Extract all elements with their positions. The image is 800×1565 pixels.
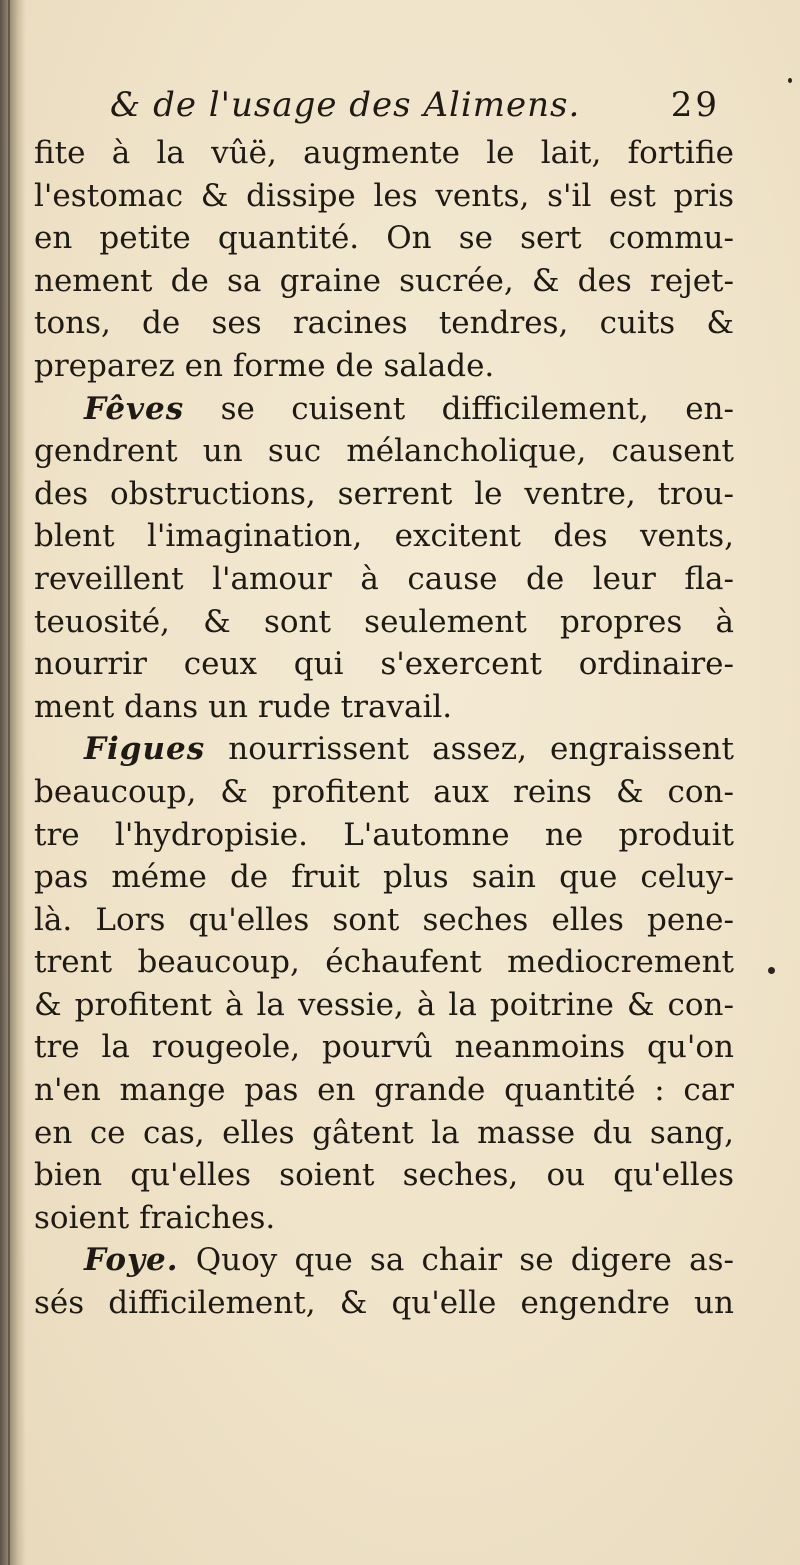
- text-line: tons, de ses racines tendres, cuits &: [34, 305, 734, 342]
- ink-speck: [768, 967, 775, 974]
- text-line: fite à la vûë, augmente le lait, fortifie: [34, 135, 734, 171]
- text-line: soient fraiches.: [34, 1199, 276, 1236]
- entry-term-figues: Figues: [84, 731, 206, 768]
- text-line: beaucoup, & profitent aux reins & con-: [34, 773, 734, 810]
- text-line: reveillent l'amour à cause de leur fla-: [34, 560, 734, 597]
- body-text: [34, 132, 734, 1325]
- text-line: là. Lors qu'elles sont seches elles pene-: [34, 901, 734, 938]
- text-line: tre la rougeole, pourvû neanmoins qu'on: [34, 1029, 734, 1066]
- entry-term-foye: Foye.: [84, 1242, 179, 1279]
- text-line: sés difficilement, & qu'elle engendre un: [34, 1285, 734, 1322]
- text-line: des obstructions, serrent le ventre, trou-: [34, 475, 734, 512]
- binding-edge: [8, 0, 10, 1565]
- entry-line-figues: Figues nourrissent assez, engraissent: [84, 731, 734, 768]
- text-line: en ce cas, elles gâtent la masse du sang,: [34, 1114, 734, 1151]
- text-line: nourrir ceux qui s'exercent ordinaire-: [34, 646, 734, 683]
- page-number: 29: [670, 85, 720, 125]
- text-line: ment dans un rude travail.: [34, 688, 453, 725]
- page-header: [110, 80, 720, 130]
- binding-gutter: [0, 0, 26, 1565]
- entry-term-feves: Fêves: [84, 390, 185, 427]
- text-line: preparez en forme de salade.: [34, 347, 495, 384]
- entry-line-foye: Foye. Quoy que sa chair se digere as-: [84, 1242, 734, 1279]
- text-line: & profitent à la vessie, à la poitrine & con-: [34, 986, 734, 1023]
- running-title: & de l'usage des Alimens.: [110, 85, 581, 125]
- entry-line-feves: Fêves se cuisent difficilement, en-: [84, 390, 734, 427]
- text-line: teuosité, & sont seulement propres à: [34, 603, 734, 640]
- text-line: n'en mange pas en grande quantité : car: [34, 1072, 734, 1109]
- text-line: tre l'hydropisie. L'automne ne produit: [34, 816, 734, 853]
- ink-speck: [788, 78, 792, 83]
- text-line: bien qu'elles soient seches, ou qu'elles: [34, 1157, 734, 1194]
- text-line: en petite quantité. On se sert commu-: [34, 220, 734, 257]
- text-line: trent beaucoup, échaufent mediocrement: [34, 944, 734, 981]
- text-line: blent l'imagination, excitent des vents,: [34, 518, 734, 555]
- text-line: pas méme de fruit plus sain que celuy-: [34, 859, 734, 896]
- text-line: l'estomac & dissipe les vents, s'il est pris: [34, 177, 734, 214]
- text-line: nement de sa graine sucrée, & des rejet-: [34, 262, 734, 299]
- text-line: gendrent un suc mélancholique, causent: [34, 433, 734, 470]
